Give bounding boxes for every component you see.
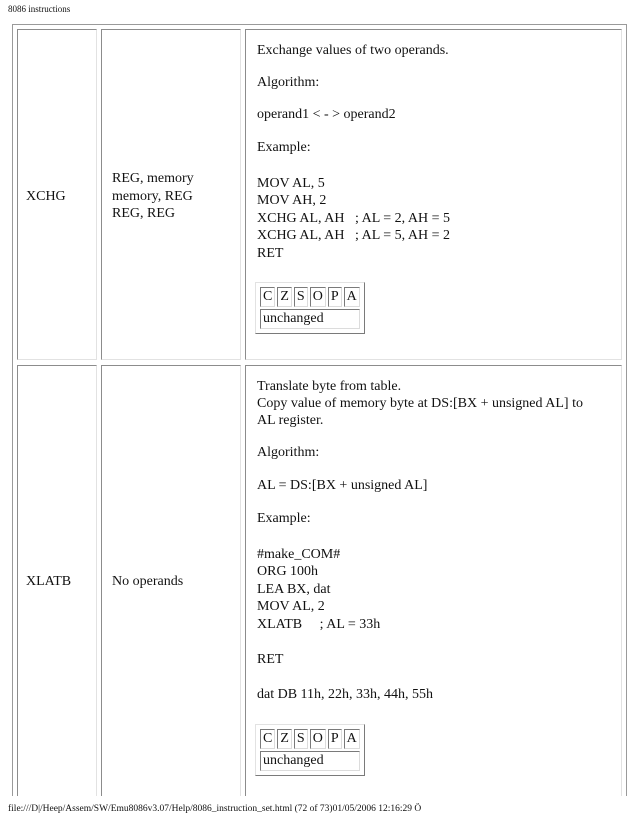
flag-cell: A bbox=[344, 287, 360, 307]
example-code-line: XLATB ; AL = 33h bbox=[257, 617, 381, 632]
flags-status: unchanged bbox=[260, 751, 360, 771]
instruction-name: XCHG bbox=[26, 189, 66, 204]
example-code-line: #make_COM# bbox=[257, 547, 341, 562]
table-frame-left bbox=[12, 24, 13, 796]
example-code-line: MOV AH, 2 bbox=[257, 193, 327, 208]
flag-cell: Z bbox=[277, 287, 292, 307]
flag-cell: P bbox=[328, 287, 342, 307]
description-line: Copy value of memory byte at DS:[BX + unsigned AL] to bbox=[257, 396, 583, 411]
flag-cell: C bbox=[260, 287, 275, 307]
flags-table bbox=[255, 282, 365, 334]
example-code-line: MOV AL, 2 bbox=[257, 599, 325, 614]
example-code-line: ORG 100h bbox=[257, 564, 319, 579]
flag-cell: P bbox=[328, 729, 342, 749]
operand-line: No operands bbox=[112, 574, 184, 589]
description-line: AL register. bbox=[257, 413, 324, 428]
flags-status: unchanged bbox=[260, 309, 360, 329]
table-frame-right bbox=[626, 24, 627, 796]
algorithm-line: AL = DS:[BX + unsigned AL] bbox=[257, 478, 428, 493]
page-footer: file:///D|/Heep/Assem/SW/Emu8086v3.07/Help/8086_instruction_set.html (72 of 73)01/05/2006 12:16:29 Ö bbox=[8, 804, 422, 814]
example-code-line: RET bbox=[257, 652, 284, 667]
algorithm-label: Algorithm: bbox=[257, 75, 320, 90]
example-code-line: XCHG AL, AH ; AL = 2, AH = 5 bbox=[257, 211, 451, 226]
flag-cell: S bbox=[294, 287, 308, 307]
example-label: Example: bbox=[257, 140, 311, 155]
example-code-line: LEA BX, dat bbox=[257, 582, 331, 597]
algorithm-label: Algorithm: bbox=[257, 445, 320, 460]
table-frame-top bbox=[12, 24, 627, 25]
example-code-line: dat DB 11h, 22h, 33h, 44h, 55h bbox=[257, 687, 434, 702]
example-label: Example: bbox=[257, 511, 311, 526]
flag-cell: O bbox=[310, 729, 326, 749]
page-header: 8086 instructions bbox=[8, 4, 71, 14]
flag-cell: C bbox=[260, 729, 275, 749]
example-code-line: RET bbox=[257, 246, 284, 261]
flag-cell: A bbox=[344, 729, 360, 749]
instruction-name: XLATB bbox=[26, 574, 72, 589]
algorithm-line: operand1 < - > operand2 bbox=[257, 107, 396, 122]
flag-cell: S bbox=[294, 729, 308, 749]
example-code-line: XCHG AL, AH ; AL = 5, AH = 2 bbox=[257, 228, 451, 243]
operand-line: memory, REG bbox=[112, 189, 193, 204]
flag-cell: O bbox=[310, 287, 326, 307]
flag-cell: Z bbox=[277, 729, 292, 749]
operand-line: REG, memory bbox=[112, 171, 194, 186]
example-code-line: MOV AL, 5 bbox=[257, 176, 325, 191]
operand-line: REG, REG bbox=[112, 206, 175, 221]
flags-table bbox=[255, 724, 365, 776]
description-line: Exchange values of two operands. bbox=[257, 43, 449, 58]
description-line: Translate byte from table. bbox=[257, 379, 402, 394]
